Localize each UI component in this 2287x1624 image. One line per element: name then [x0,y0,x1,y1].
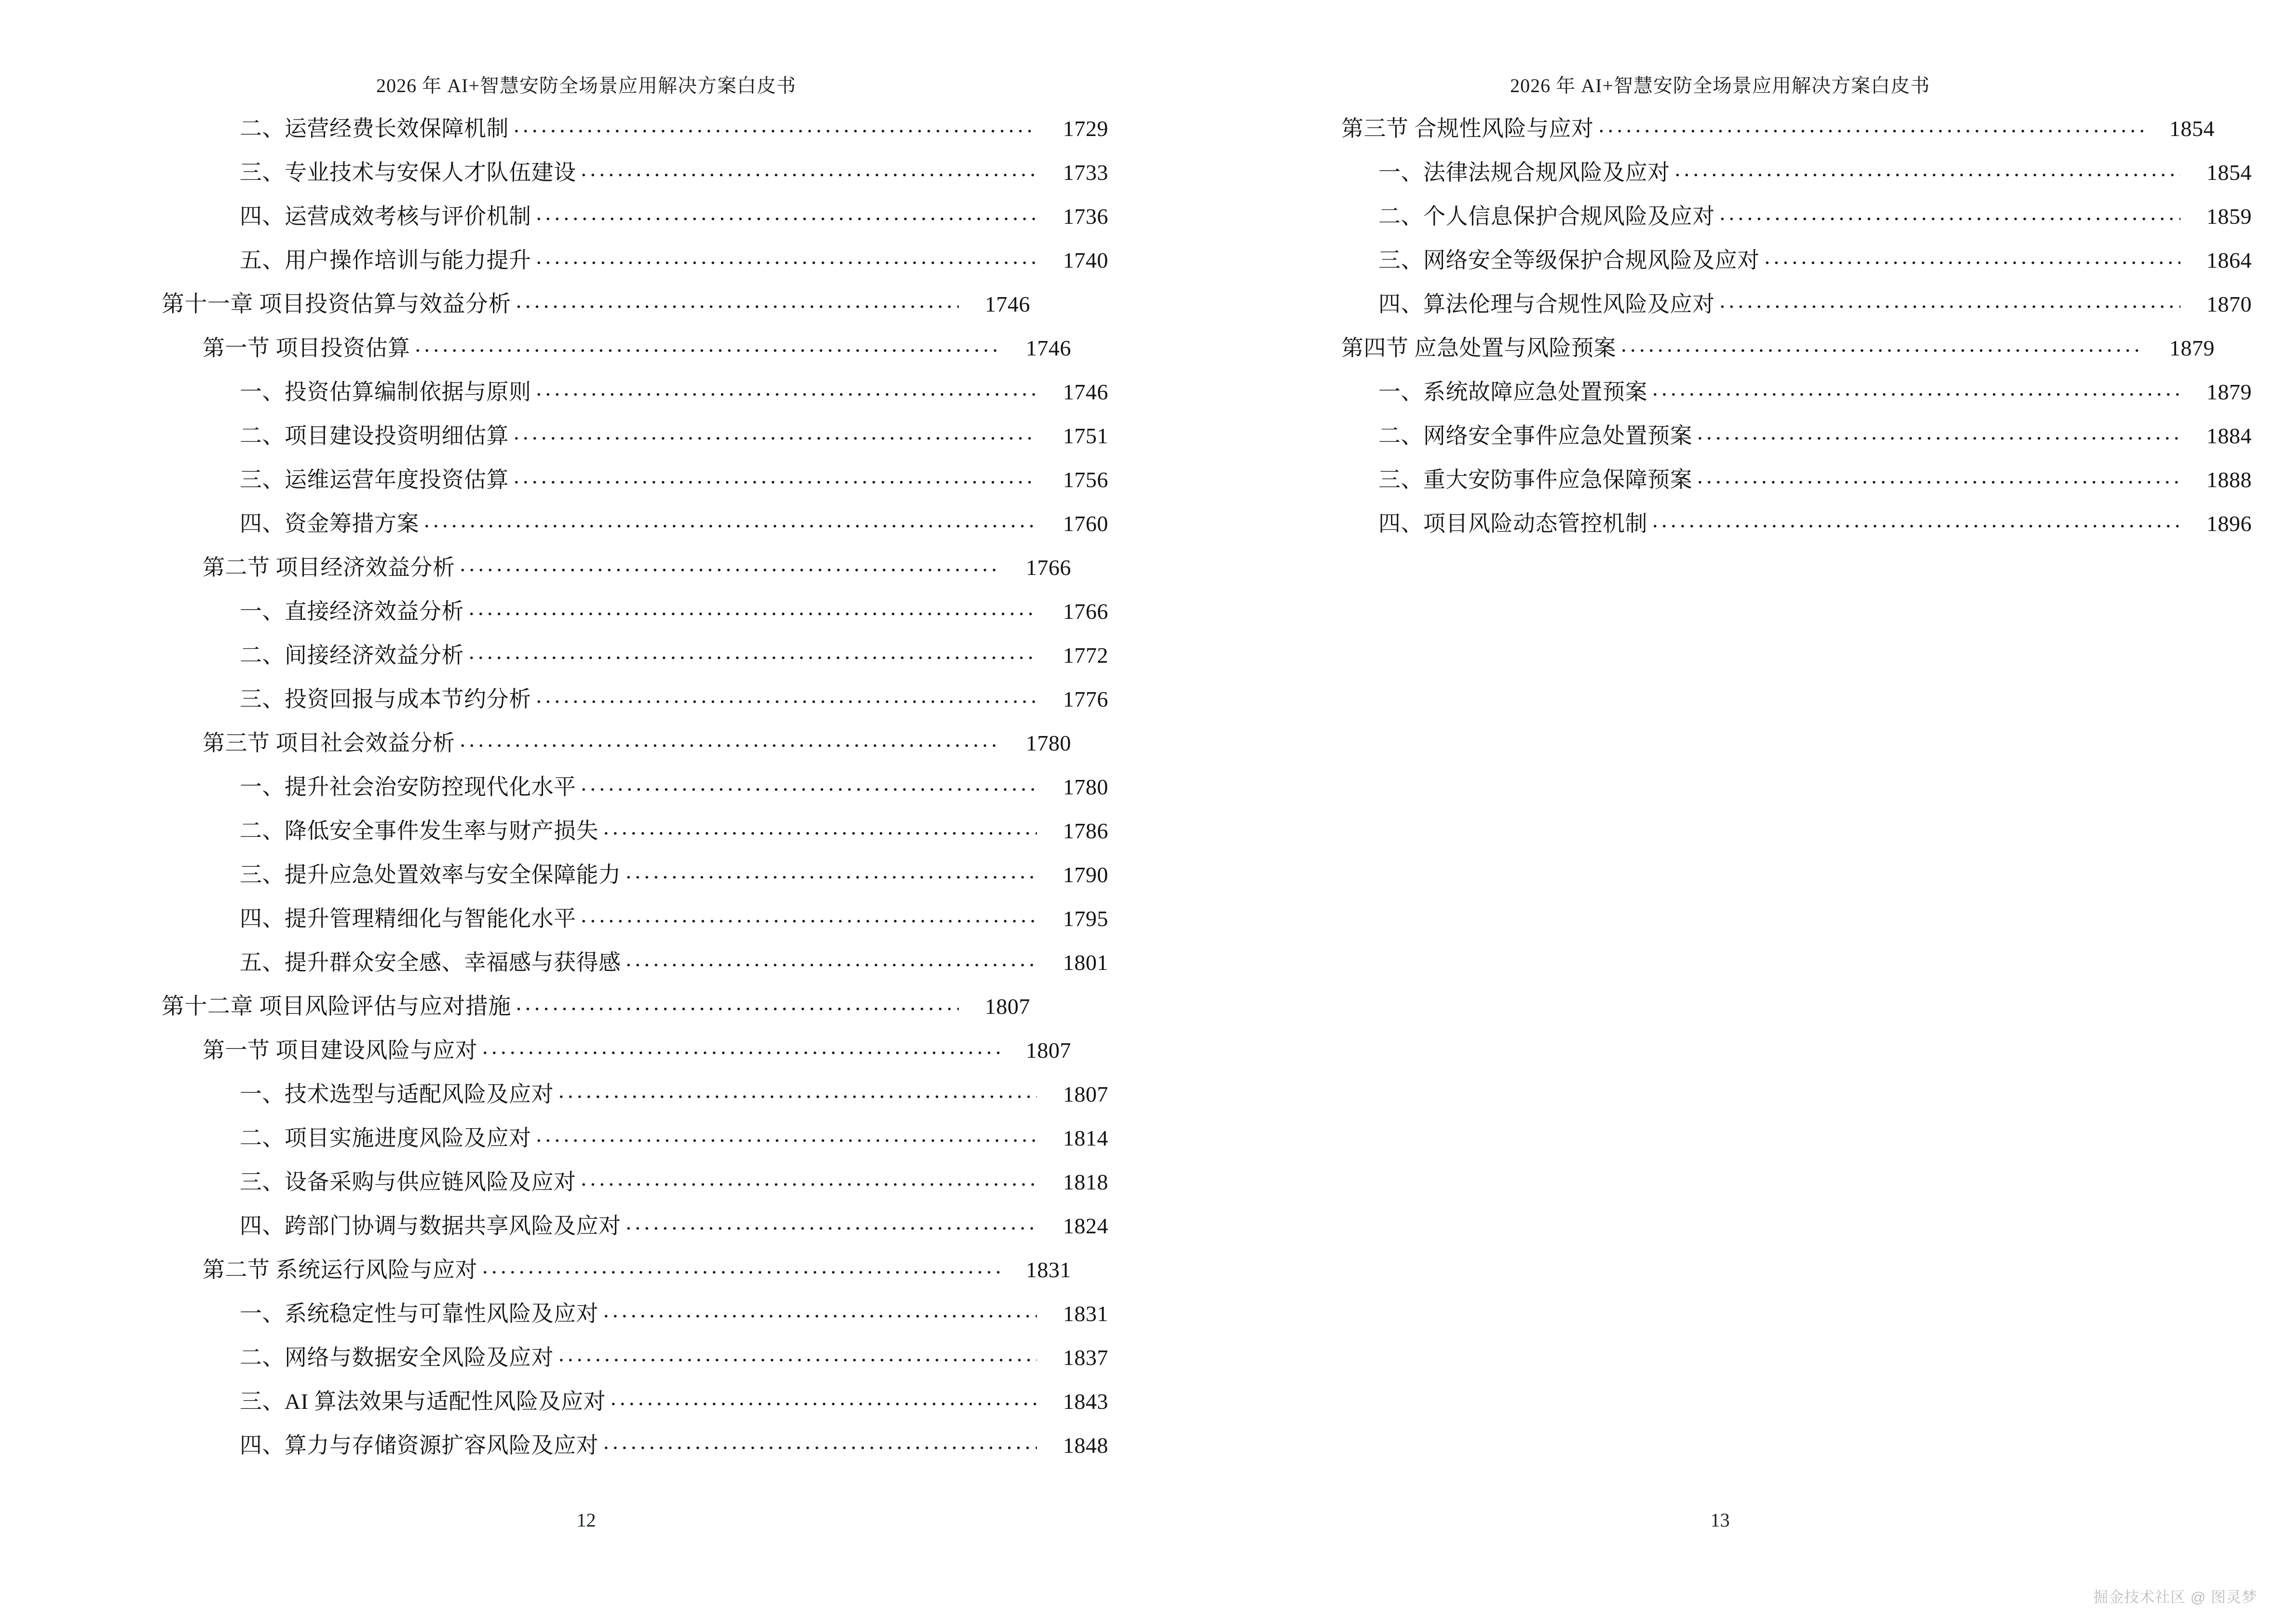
toc-leader-dots [603,1431,1037,1453]
toc-entry-title: 三、专业技术与安保人才队伍建设 [240,160,576,185]
toc-entry[interactable] [162,772,1108,816]
toc-entry-title: 一、法律法规合规风险及应对 [1378,160,1670,185]
toc-entry[interactable] [162,641,1108,684]
toc-entry-page-number: 1807 [985,994,1030,1019]
toc-entry[interactable] [162,1299,1108,1343]
toc-leader-dots [558,1343,1037,1365]
toc-leader-dots [482,1255,1000,1277]
toc-entry[interactable] [162,465,1108,509]
toc-entry-page-number: 1879 [2206,380,2252,404]
toc-list-right [1144,114,2287,553]
toc-entry[interactable] [162,684,1108,728]
toc-entry[interactable] [1300,333,2215,377]
toc-leader-dots [581,772,1037,794]
toc-entry[interactable] [162,509,1108,553]
toc-leader-dots [1621,333,2143,355]
toc-entry[interactable] [162,1123,1108,1167]
toc-leader-dots [1652,377,2180,399]
toc-entry-title: 四、资金筹措方案 [240,511,419,536]
toc-entry-title: 三、运维运营年度投资估算 [240,467,509,492]
page-number-right: 13 [1710,1509,1730,1531]
toc-entry-title: 二、间接经济效益分析 [240,643,464,668]
toc-entry-page-number: 1733 [1063,160,1108,185]
toc-leader-dots [514,465,1037,487]
toc-entry[interactable] [1300,377,2252,421]
page-header-left: 2026 年 AI+智慧安防全场景应用解决方案白皮书 [376,75,796,96]
toc-entry[interactable] [1300,465,2252,509]
toc-leader-dots [516,289,959,312]
toc-leader-dots [460,553,1000,575]
toc-entry-title: 二、项目建设投资明细估算 [240,423,509,448]
toc-entry-title: 三、AI 算法效果与适配性风险及应对 [240,1389,606,1414]
toc-entry-page-number: 1879 [2169,336,2215,360]
toc-leader-dots [581,158,1037,180]
toc-leader-dots [558,1079,1037,1102]
toc-entry-page-number: 1729 [1063,116,1108,141]
toc-entry[interactable] [1300,246,2252,289]
toc-entry-title: 三、重大安防事件应急保障预案 [1378,467,1692,492]
toc-entry-page-number: 1756 [1063,467,1108,492]
toc-leader-dots [1599,114,2144,136]
toc-leader-dots [1720,202,2181,224]
toc-entry-title: 三、网络安全等级保护合规风险及应对 [1378,248,1760,273]
toc-entry[interactable] [162,1255,1071,1299]
toc-entry-page-number: 1818 [1063,1170,1108,1194]
toc-entry-title: 一、系统稳定性与可靠性风险及应对 [240,1301,599,1326]
toc-entry[interactable] [162,1079,1108,1123]
toc-leader-dots [1697,465,2180,487]
page-right [1144,0,2287,1624]
toc-entry[interactable] [1300,421,2252,465]
toc-entry-page-number: 1864 [2206,248,2252,273]
page-number-left: 12 [576,1509,596,1531]
toc-leader-dots [1675,158,2181,180]
toc-entry-page-number: 1870 [2206,292,2252,316]
toc-entry-title: 四、算力与存储资源扩容风险及应对 [240,1433,599,1458]
toc-entry-page-number: 1859 [2206,204,2252,229]
toc-entry-title: 二、项目实施进度风险及应对 [240,1126,531,1150]
toc-entry-page-number: 1831 [1026,1257,1071,1282]
toc-leader-dots [516,992,959,1014]
toc-entry[interactable] [1300,509,2252,553]
toc-entry-title: 第四节 应急处置与风险预案 [1341,336,1616,360]
toc-leader-dots [581,1167,1037,1189]
toc-entry-title: 第一节 项目建设风险与应对 [203,1038,477,1063]
toc-entry-page-number: 1854 [2206,160,2252,185]
toc-entry-title: 二、个人信息保护合规风险及应对 [1378,204,1715,229]
toc-entry-page-number: 1746 [1063,380,1108,404]
toc-entry-page-number: 1795 [1063,906,1108,931]
toc-entry-title: 一、技术选型与适配风险及应对 [240,1082,554,1106]
toc-entry-page-number: 1843 [1063,1389,1108,1414]
toc-leader-dots [611,1387,1037,1409]
toc-entry[interactable] [162,860,1108,904]
toc-entry-page-number: 1760 [1063,511,1108,536]
toc-entry-title: 五、提升群众安全感、幸福感与获得感 [240,950,621,975]
toc-entry[interactable] [1300,289,2252,333]
toc-entry-title: 三、提升应急处置效率与安全保障能力 [240,862,621,887]
toc-entry-title: 四、运营成效考核与评价机制 [240,204,531,229]
toc-entry-page-number: 1814 [1063,1126,1108,1150]
toc-entry-page-number: 1766 [1063,599,1108,624]
toc-entry[interactable] [1300,114,2215,158]
toc-entry-title: 第二节 系统运行风险与应对 [203,1257,477,1282]
toc-entry-page-number: 1837 [1063,1345,1108,1370]
toc-entry[interactable] [162,1167,1108,1211]
toc-entry-title: 第三节 合规性风险与应对 [1341,116,1594,141]
toc-entry[interactable] [162,1036,1071,1079]
toc-entry[interactable] [162,289,1030,333]
toc-entry[interactable] [162,553,1071,597]
toc-list-left [0,114,1144,1474]
toc-entry-page-number: 1824 [1063,1214,1108,1238]
toc-leader-dots [1697,421,2180,443]
toc-entry[interactable] [162,333,1071,377]
toc-entry-title: 二、降低安全事件发生率与财产损失 [240,819,599,843]
toc-entry-title: 一、提升社会治安防控现代化水平 [240,775,576,799]
toc-entry-page-number: 1884 [2206,423,2252,448]
toc-leader-dots [626,860,1037,882]
toc-entry-page-number: 1780 [1063,775,1108,799]
toc-leader-dots [1720,289,2181,312]
toc-leader-dots [514,421,1037,443]
toc-leader-dots [536,246,1037,268]
toc-entry-page-number: 1740 [1063,248,1108,273]
toc-entry-title: 三、投资回报与成本节约分析 [240,687,531,711]
toc-entry[interactable] [162,992,1030,1036]
toc-entry-page-number: 1786 [1063,819,1108,843]
toc-entry[interactable] [162,246,1108,289]
page-header-right: 2026 年 AI+智慧安防全场景应用解决方案白皮书 [1510,75,1930,96]
toc-entry-page-number: 1896 [2206,511,2252,536]
toc-entry-title: 第一节 项目投资估算 [203,336,410,360]
toc-leader-dots [1652,509,2180,531]
toc-leader-dots [536,202,1037,224]
toc-leader-dots [469,597,1037,619]
toc-entry-page-number: 1766 [1026,555,1071,580]
toc-entry-title: 四、项目风险动态管控机制 [1378,511,1647,536]
toc-entry-title: 一、投资估算编制依据与原则 [240,380,531,404]
toc-leader-dots [536,684,1037,707]
toc-leader-dots [1765,246,2181,268]
toc-leader-dots [482,1036,1000,1058]
toc-entry-title: 五、用户操作培训与能力提升 [240,248,531,273]
toc-entry[interactable] [162,816,1108,860]
toc-entry-page-number: 1780 [1026,731,1071,755]
toc-entry-page-number: 1831 [1063,1301,1108,1326]
toc-entry[interactable] [162,728,1071,772]
toc-entry[interactable] [162,1343,1108,1387]
toc-entry-page-number: 1776 [1063,687,1108,711]
toc-entry-title: 二、运营经费长效保障机制 [240,116,509,141]
toc-entry-page-number: 1746 [985,292,1030,316]
toc-entry-title: 第十一章 项目投资估算与效益分析 [162,292,511,317]
toc-leader-dots [469,641,1037,663]
toc-entry-title: 三、设备采购与供应链风险及应对 [240,1170,576,1194]
toc-entry-title: 四、算法伦理与合规性风险及应对 [1378,292,1715,316]
toc-entry[interactable] [1300,158,2252,202]
toc-entry-title: 第十二章 项目风险评估与应对措施 [162,994,511,1019]
toc-entry-page-number: 1736 [1063,204,1108,229]
toc-entry-title: 二、网络安全事件应急处置预案 [1378,423,1692,448]
watermark: 掘金技术社区 @ 图灵梦 [2093,1589,2257,1606]
toc-leader-dots [460,728,1000,751]
toc-leader-dots [603,1299,1037,1321]
toc-entry[interactable] [162,421,1108,465]
toc-entry-page-number: 1772 [1063,643,1108,668]
toc-leader-dots [424,509,1037,531]
toc-entry-page-number: 1807 [1063,1082,1108,1106]
toc-entry[interactable] [1300,202,2252,246]
toc-leader-dots [514,114,1037,136]
toc-entry-title: 四、跨部门协调与数据共享风险及应对 [240,1214,621,1238]
toc-entry[interactable] [162,158,1108,202]
toc-entry-title: 二、网络与数据安全风险及应对 [240,1345,554,1370]
toc-entry[interactable] [162,377,1108,421]
toc-entry[interactable] [162,114,1108,158]
toc-entry-title: 第三节 项目社会效益分析 [203,731,455,755]
toc-entry-page-number: 1751 [1063,423,1108,448]
toc-entry-page-number: 1790 [1063,862,1108,887]
toc-entry-page-number: 1807 [1026,1038,1071,1063]
toc-entry-page-number: 1848 [1063,1433,1108,1458]
toc-entry-page-number: 1746 [1026,336,1071,360]
toc-entry[interactable] [162,597,1108,641]
toc-entry[interactable] [162,1211,1108,1255]
toc-leader-dots [626,1211,1037,1233]
toc-leader-dots [626,948,1037,970]
toc-entry-title: 一、直接经济效益分析 [240,599,464,624]
toc-entry-title: 一、系统故障应急处置预案 [1378,380,1647,404]
toc-entry-page-number: 1888 [2206,467,2252,492]
toc-entry[interactable] [162,904,1108,948]
toc-entry-page-number: 1801 [1063,950,1108,975]
toc-leader-dots [603,816,1037,838]
toc-leader-dots [415,333,1000,355]
toc-entry-page-number: 1854 [2169,116,2215,141]
toc-entry[interactable] [162,202,1108,246]
toc-entry-title: 第二节 项目经济效益分析 [203,555,455,580]
toc-leader-dots [581,904,1037,926]
toc-leader-dots [536,1123,1037,1146]
toc-entry[interactable] [162,1431,1108,1474]
toc-entry[interactable] [162,1387,1108,1431]
toc-entry-title: 四、提升管理精细化与智能化水平 [240,906,576,931]
toc-entry[interactable] [162,948,1108,992]
toc-leader-dots [536,377,1037,399]
